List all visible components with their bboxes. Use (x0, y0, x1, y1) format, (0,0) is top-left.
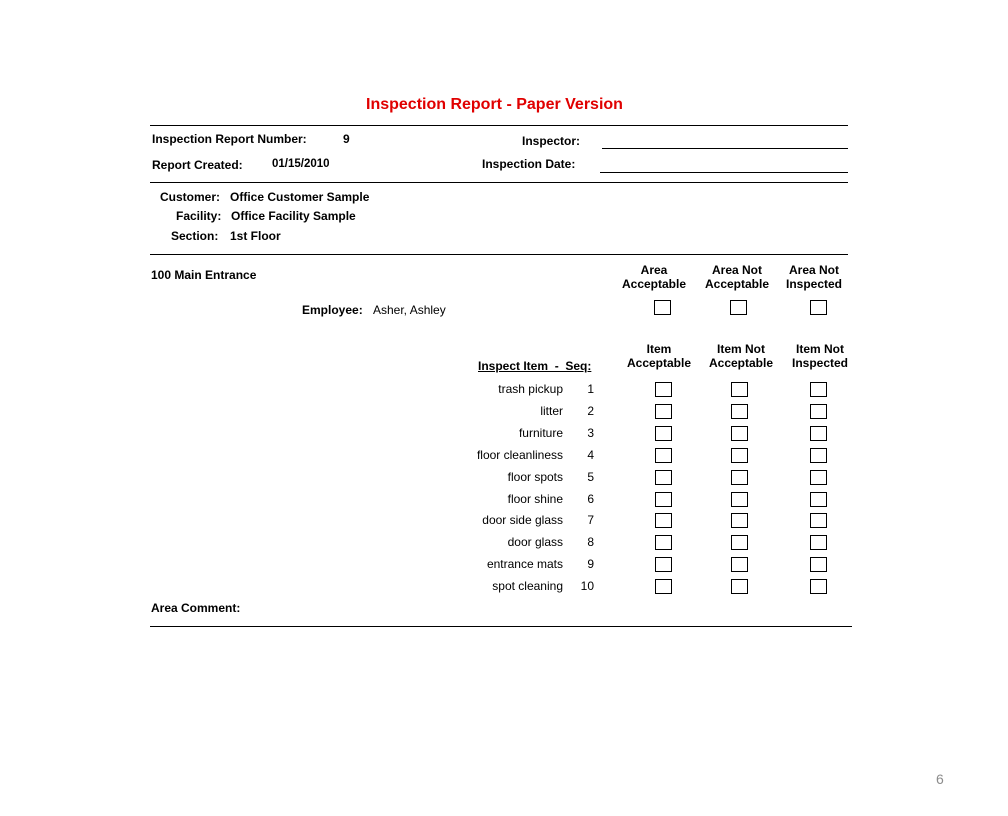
inspector-label: Inspector: (522, 134, 581, 148)
employee-label: Employee: (302, 303, 363, 317)
item-seq: 3 (587, 426, 594, 440)
report-number-value: 9 (343, 132, 350, 146)
item-seq: 8 (587, 535, 594, 549)
item-acceptable-checkbox[interactable] (655, 579, 672, 594)
section-value: 1st Floor (230, 229, 281, 243)
item-not-acceptable-checkbox[interactable] (731, 404, 748, 419)
customer-label: Customer: (160, 190, 221, 204)
item-seq: 9 (587, 557, 594, 571)
divider (150, 125, 848, 126)
item-not-inspected-checkbox[interactable] (810, 426, 827, 441)
column-header-line: Inspected (791, 356, 848, 370)
item-not-inspected-checkbox[interactable] (810, 492, 827, 507)
column-header-line: Acceptable (704, 277, 770, 291)
area-not-inspected-header (774, 263, 854, 291)
item-not-inspected-checkbox[interactable] (810, 470, 827, 485)
facility-label: Facility: (176, 209, 222, 223)
item-not-acceptable-checkbox[interactable] (731, 579, 748, 594)
item-seq: 2 (587, 404, 594, 418)
item-acceptable-checkbox[interactable] (655, 535, 672, 550)
column-header-line: Area Not (788, 263, 839, 277)
area-name: 100 Main Entrance (151, 268, 257, 282)
facility-value: Office Facility Sample (231, 209, 356, 223)
item-name: floor spots (507, 470, 563, 484)
item-seq: 1 (587, 382, 594, 396)
column-header-line: Inspected (785, 277, 842, 291)
divider (150, 626, 852, 627)
item-not-acceptable-header (701, 342, 781, 370)
item-not-acceptable-checkbox[interactable] (731, 382, 748, 397)
item-not-acceptable-checkbox[interactable] (731, 492, 748, 507)
item-name: spot cleaning (492, 579, 563, 593)
divider (150, 182, 848, 183)
item-not-inspected-checkbox[interactable] (810, 448, 827, 463)
item-acceptable-checkbox[interactable] (655, 557, 672, 572)
item-acceptable-checkbox[interactable] (655, 404, 672, 419)
item-acceptable-checkbox[interactable] (655, 470, 672, 485)
column-header-line: Area (640, 263, 668, 277)
column-header-line: Acceptable (621, 277, 687, 291)
report-number-label: Inspection Report Number: (152, 132, 307, 146)
column-header-line: Item (646, 342, 672, 356)
item-not-acceptable-checkbox[interactable] (731, 535, 748, 550)
item-not-inspected-checkbox[interactable] (810, 579, 827, 594)
item-acceptable-header (619, 342, 699, 370)
area-acceptable-checkbox[interactable] (654, 300, 671, 315)
item-not-acceptable-checkbox[interactable] (731, 513, 748, 528)
divider (150, 254, 848, 255)
section-label: Section: (171, 229, 219, 243)
column-header-line: Item Not (717, 342, 765, 356)
item-acceptable-checkbox[interactable] (655, 448, 672, 463)
item-name: furniture (518, 426, 563, 440)
item-name: door glass (507, 535, 563, 549)
item-not-acceptable-checkbox[interactable] (731, 448, 748, 463)
item-not-inspected-header (780, 342, 860, 370)
column-header-line: Acceptable (708, 356, 774, 370)
inspection-date-fill-line (600, 172, 848, 173)
item-name: floor cleanliness (476, 448, 563, 462)
inspect-item-header: Inspect Item - Seq: (478, 359, 592, 373)
item-not-acceptable-checkbox[interactable] (731, 557, 748, 572)
inspector-fill-line (602, 148, 848, 149)
area-acceptable-header (614, 263, 694, 291)
page-number: 6 (936, 771, 944, 787)
item-seq: 7 (587, 513, 594, 527)
item-not-acceptable-checkbox[interactable] (731, 426, 748, 441)
item-acceptable-checkbox[interactable] (655, 382, 672, 397)
column-header-line: Area Not (711, 263, 762, 277)
item-seq: 10 (580, 579, 594, 593)
report-title: Inspection Report - Paper Version (366, 96, 623, 113)
employee-value: Asher, Ashley (373, 303, 446, 317)
item-not-inspected-checkbox[interactable] (810, 404, 827, 419)
item-acceptable-checkbox[interactable] (655, 426, 672, 441)
report-created-label: Report Created: (152, 158, 243, 172)
item-name: door side glass (482, 513, 563, 527)
area-not-acceptable-header (697, 263, 777, 291)
column-header-line: Item Not (796, 342, 844, 356)
item-not-inspected-checkbox[interactable] (810, 513, 827, 528)
item-acceptable-checkbox[interactable] (655, 513, 672, 528)
item-not-inspected-checkbox[interactable] (810, 382, 827, 397)
item-name: entrance mats (486, 557, 563, 571)
area-not-acceptable-checkbox[interactable] (730, 300, 747, 315)
item-seq: 6 (587, 492, 594, 506)
report-created-value: 01/15/2010 (272, 158, 330, 170)
item-seq: 5 (587, 470, 594, 484)
inspection-date-label: Inspection Date: (482, 157, 576, 171)
area-not-inspected-checkbox[interactable] (810, 300, 827, 315)
item-not-inspected-checkbox[interactable] (810, 557, 827, 572)
item-name: floor shine (507, 492, 563, 506)
column-header-line: Acceptable (626, 356, 692, 370)
item-seq: 4 (587, 448, 594, 462)
item-not-inspected-checkbox[interactable] (810, 535, 827, 550)
item-name: litter (540, 404, 563, 418)
item-name: trash pickup (498, 382, 563, 396)
customer-value: Office Customer Sample (230, 190, 370, 204)
item-acceptable-checkbox[interactable] (655, 492, 672, 507)
area-comment-label: Area Comment: (151, 601, 241, 615)
item-not-acceptable-checkbox[interactable] (731, 470, 748, 485)
